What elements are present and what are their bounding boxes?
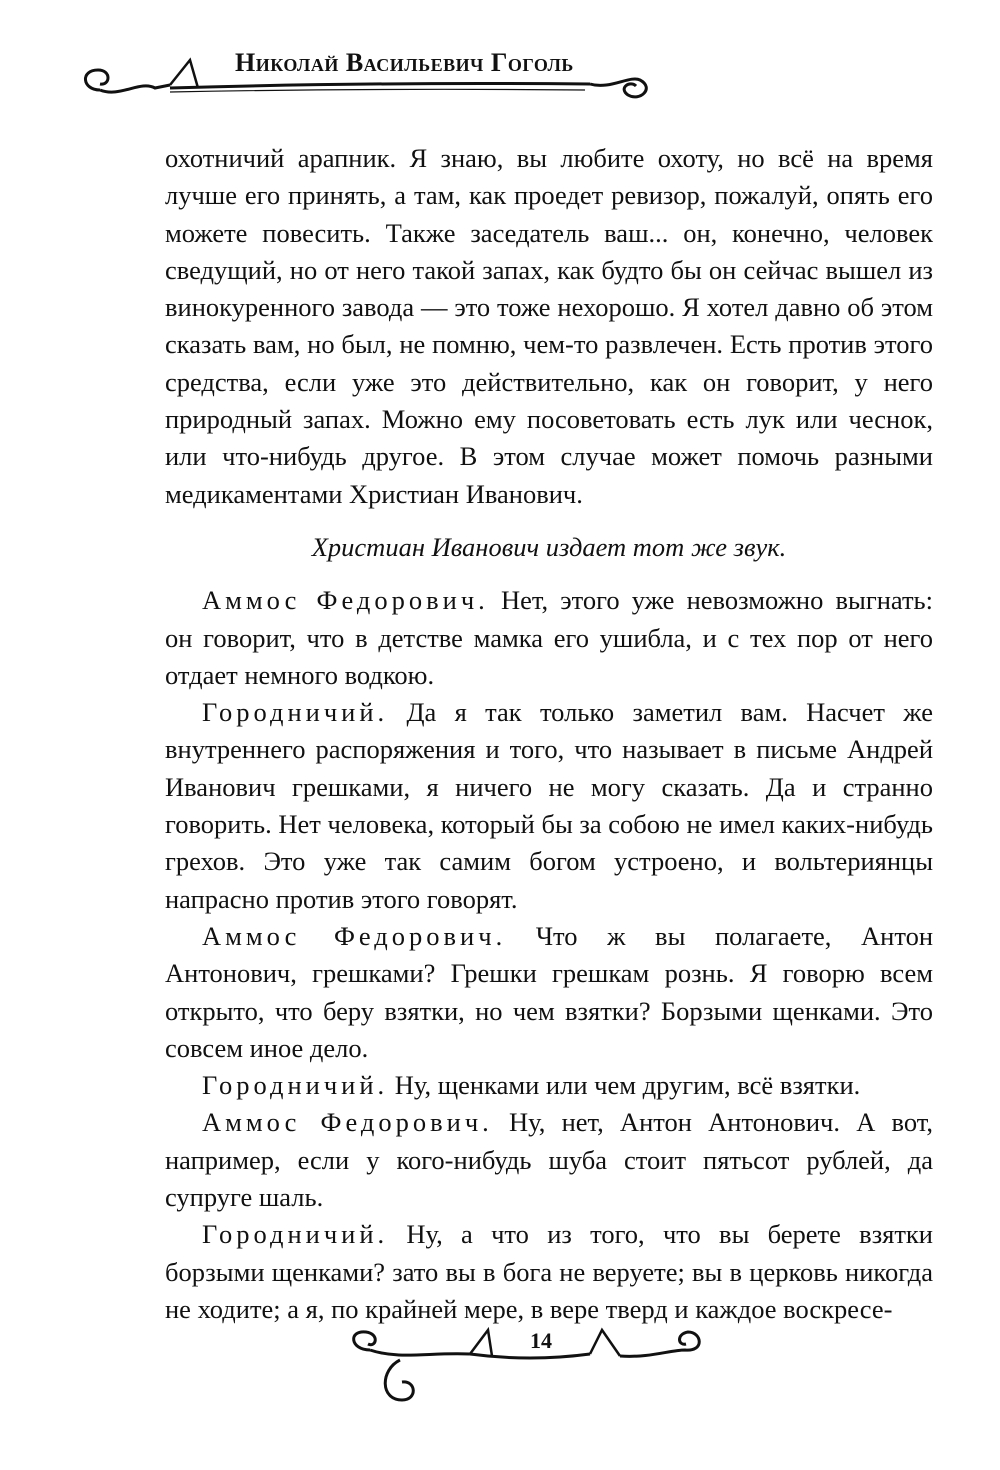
page-footer	[340, 1310, 720, 1440]
running-header	[70, 40, 670, 120]
line-text: Ну, щенками или чем другим, всё взятки.	[388, 1070, 861, 1101]
dialogue-line	[165, 1104, 933, 1216]
line-text: Ну, нет, Антон Антонович. А вот, например, если у кого-нибудь шуба стоит пятьсот рублей, да супруге шаль.	[165, 1107, 934, 1213]
paragraph: охотничий арапник. Я знаю, вы любите охоту, но всё на время лучше его принять, а там, как проедет ревизор, пожалуй, опять его можете повесить. Также заседатель ваш... он, конечно, человек сведущий, но от него такой запах, как будто бы он сейчас вышел из винокуренного завода — это тоже нехорошо. Я хотел давно об этом сказать вам, но был, не помню, чем-то развлечен. Есть против этого средства, если уже это действительно, как он говорит, у него природный запах. Можно ему посоветовать есть лук или чеснок, или что-нибудь другое. В этом случае может помочь разными медикаментами Христиан Иванович.	[165, 143, 933, 509]
dialogue-line	[165, 582, 933, 694]
speaker-name: Городничий.	[202, 1070, 389, 1101]
speaker-name: Аммос Федорович.	[202, 1107, 493, 1138]
stage-direction: Христиан Иванович издает тот же звук.	[311, 531, 787, 562]
speaker-name: Городничий.	[202, 1219, 389, 1250]
dialogue-line	[165, 918, 933, 1067]
line-text: Да я так только заметил вам. Насчет же внутреннего распоряжения и того, что называет в письме Андрей Иванович грешками, я ничего не могу сказать. Да и странно говорить. Нет человека, который бы за собою не имел каких-нибудь грехов. Это уже так самим богом устроено, и вольтериянцы напрасно против этого говорят.	[165, 697, 933, 914]
speaker-name: Аммос Федорович.	[202, 585, 489, 616]
line-text: Нет, этого уже невозможно выгнать: он говорит, что в детстве мамка его ушибла, и с тех пор от него отдает немного водкою.	[165, 585, 933, 690]
speaker-name: Городничий.	[202, 697, 389, 728]
page-number: 14	[530, 1328, 552, 1353]
line-text: Что ж вы полагаете, Антон Антонович, грешками? Грешки грешкам рознь. Я говорю всем открыто, что беру взятки, но чем взятки? Борзыми щенками. Это совсем иное дело.	[165, 920, 934, 1063]
header-title: Николай Васильевич Гоголь	[235, 48, 574, 77]
page-body	[165, 140, 933, 1328]
line-text: Ну, а что из того, что вы берете взятки борзыми щенками? зато вы в бога не веруете; вы в церковь никогда не ходите; а я, по крайней мере, в вере тверд и каждое воскресе-	[165, 1219, 933, 1324]
speaker-name: Аммос Федорович.	[202, 920, 507, 951]
dialogue-line	[165, 694, 933, 918]
dialogue-line	[165, 1067, 933, 1104]
